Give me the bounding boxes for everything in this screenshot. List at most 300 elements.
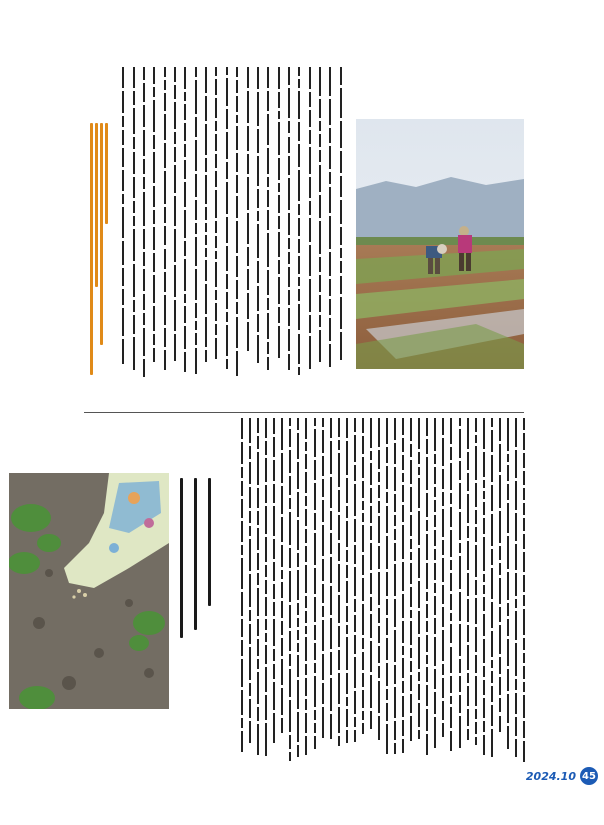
- script-word: [226, 274, 228, 289]
- script-word: [507, 619, 509, 636]
- script-word: [226, 292, 228, 309]
- script-word: [394, 687, 396, 717]
- script-word: [378, 485, 380, 498]
- script-word: [442, 723, 444, 737]
- script-word: [257, 553, 259, 570]
- script-word: [273, 562, 275, 581]
- text-line: [329, 67, 331, 377]
- script-word: [265, 506, 267, 534]
- script-word: [442, 418, 444, 435]
- script-word: [483, 491, 485, 499]
- script-word: [297, 630, 299, 640]
- script-word: [278, 111, 280, 120]
- script-word: [236, 80, 238, 93]
- script-word: [340, 227, 342, 245]
- script-word: [267, 298, 269, 310]
- script-word: [314, 597, 316, 622]
- script-word: [298, 277, 300, 286]
- script-word: [467, 526, 469, 538]
- script-word: [459, 659, 461, 673]
- script-word: [249, 446, 251, 458]
- script-word: [346, 550, 348, 562]
- script-word: [523, 418, 525, 430]
- script-word: [226, 162, 228, 179]
- script-word: [418, 672, 420, 681]
- script-word: [515, 679, 517, 690]
- text-line: [491, 418, 493, 763]
- script-word: [491, 729, 493, 757]
- script-word: [386, 703, 388, 721]
- script-word: [434, 669, 436, 689]
- script-word: [319, 165, 321, 192]
- script-word: [247, 293, 249, 319]
- script-word: [370, 418, 372, 448]
- text-line: [247, 67, 249, 377]
- script-word: [298, 67, 300, 76]
- script-word: [257, 724, 259, 755]
- script-word: [515, 693, 517, 713]
- script-word: [241, 521, 243, 542]
- script-word: [281, 570, 283, 579]
- script-word: [475, 627, 477, 651]
- script-word: [164, 171, 166, 204]
- script-word: [184, 182, 186, 208]
- script-word: [523, 653, 525, 663]
- upper-body-text: [118, 67, 346, 377]
- script-word: [491, 631, 493, 657]
- script-word: [305, 496, 307, 506]
- script-word: [402, 473, 404, 482]
- script-word: [184, 104, 186, 120]
- script-word: [226, 312, 228, 322]
- script-word: [281, 621, 283, 635]
- script-word: [340, 332, 342, 360]
- script-word: [362, 673, 364, 687]
- script-word: [394, 721, 396, 740]
- text-line: [467, 418, 469, 763]
- script-word: [215, 236, 217, 248]
- text-line: [241, 418, 243, 763]
- script-word: [459, 716, 461, 748]
- script-word: [515, 544, 517, 570]
- script-word: [515, 418, 517, 447]
- text-line: [410, 418, 412, 763]
- script-word: [153, 227, 155, 251]
- script-word: [174, 132, 176, 143]
- text-line: [523, 418, 525, 763]
- script-word: [143, 192, 145, 226]
- script-word: [426, 418, 428, 436]
- script-word: [288, 88, 290, 118]
- script-word: [309, 147, 311, 174]
- script-word: [153, 67, 155, 84]
- script-word: [402, 658, 404, 678]
- script-word: [288, 238, 290, 248]
- script-word: [278, 216, 280, 229]
- script-word: [309, 177, 311, 198]
- script-word: [215, 121, 217, 131]
- script-word: [340, 121, 342, 148]
- script-word: [249, 487, 251, 508]
- script-word: [305, 529, 307, 543]
- script-word: [122, 148, 124, 168]
- script-word: [184, 210, 186, 237]
- script-word: [434, 487, 436, 497]
- script-word: [507, 465, 509, 481]
- script-word: [288, 67, 290, 85]
- script-word: [236, 126, 238, 150]
- script-word: [257, 707, 259, 721]
- script-word: [195, 237, 197, 266]
- script-word: [362, 578, 364, 600]
- script-word: [205, 248, 207, 257]
- script-word: [426, 439, 428, 455]
- script-word: [483, 597, 485, 611]
- script-word: [523, 609, 525, 635]
- script-word: [305, 472, 307, 493]
- script-word: [298, 218, 300, 237]
- text-line: [362, 418, 364, 763]
- script-word: [249, 624, 251, 644]
- script-word: [265, 458, 267, 482]
- script-word: [195, 200, 197, 220]
- script-word: [515, 450, 517, 478]
- script-word: [143, 177, 145, 189]
- script-word: [354, 730, 356, 742]
- script-word: [281, 659, 283, 685]
- script-word: [133, 91, 135, 105]
- script-word: [499, 418, 501, 441]
- script-word: [346, 521, 348, 547]
- script-word: [195, 333, 197, 345]
- script-word: [205, 175, 207, 205]
- text-line: [215, 67, 217, 377]
- script-word: [288, 121, 290, 134]
- script-word: [378, 716, 380, 740]
- script-word: [289, 512, 291, 546]
- script-word: [410, 563, 412, 584]
- text-line: [475, 418, 477, 763]
- script-word: [309, 130, 311, 144]
- script-word: [523, 552, 525, 573]
- script-word: [467, 673, 469, 683]
- script-word: [338, 515, 340, 540]
- script-word: [184, 294, 186, 302]
- script-word: [418, 418, 420, 449]
- script-word: [195, 321, 197, 330]
- script-word: [330, 652, 332, 674]
- text-line: [394, 418, 396, 763]
- script-word: [402, 646, 404, 655]
- script-word: [289, 669, 291, 698]
- script-word: [289, 631, 291, 651]
- script-word: [298, 239, 300, 253]
- script-word: [330, 511, 332, 530]
- text-line: [434, 418, 436, 763]
- script-word: [133, 264, 135, 297]
- script-word: [330, 714, 332, 739]
- script-word: [241, 592, 243, 615]
- script-word: [174, 102, 176, 129]
- script-word: [459, 543, 461, 553]
- script-word: [257, 639, 259, 656]
- script-word: [265, 485, 267, 503]
- script-word: [133, 108, 135, 133]
- script-word: [241, 640, 243, 655]
- script-word: [434, 549, 436, 560]
- script-word: [459, 624, 461, 656]
- script-word: [459, 429, 461, 457]
- script-word: [515, 643, 517, 677]
- script-word: [499, 475, 501, 508]
- script-word: [122, 339, 124, 364]
- gloved-hand-planting-photo: [9, 473, 169, 709]
- script-word: [329, 172, 331, 183]
- script-word: [450, 463, 452, 490]
- script-word: [434, 717, 436, 748]
- script-word: [434, 418, 436, 451]
- script-word: [418, 611, 420, 634]
- script-word: [289, 418, 291, 426]
- script-word: [426, 563, 428, 589]
- script-word: [402, 621, 404, 643]
- script-word: [523, 666, 525, 678]
- script-word: [386, 572, 388, 596]
- script-word: [394, 564, 396, 596]
- script-word: [257, 452, 259, 486]
- script-word: [305, 713, 307, 733]
- script-word: [278, 92, 280, 108]
- script-word: [354, 717, 356, 727]
- script-word: [249, 683, 251, 696]
- script-word: [249, 721, 251, 743]
- script-word: [346, 441, 348, 475]
- script-word: [499, 698, 501, 712]
- script-word: [467, 494, 469, 523]
- script-word: [394, 515, 396, 525]
- script-word: [442, 492, 444, 507]
- script-word: [249, 462, 251, 485]
- script-word: [205, 124, 207, 155]
- script-word: [378, 608, 380, 623]
- script-word: [370, 711, 372, 729]
- script-word: [330, 418, 332, 438]
- script-word: [426, 734, 428, 756]
- script-word: [523, 453, 525, 468]
- script-word: [265, 565, 267, 577]
- script-word: [289, 752, 291, 761]
- script-word: [289, 605, 291, 628]
- script-word: [122, 130, 124, 144]
- script-word: [297, 712, 299, 742]
- script-word: [410, 675, 412, 691]
- script-word: [483, 574, 485, 582]
- script-word: [329, 344, 331, 367]
- script-word: [426, 604, 428, 618]
- script-word: [491, 671, 493, 682]
- script-word: [305, 418, 307, 439]
- script-word: [241, 545, 243, 555]
- script-word: [386, 618, 388, 635]
- script-word: [362, 723, 364, 734]
- script-word: [215, 262, 217, 286]
- script-word: [402, 438, 404, 452]
- script-word: [298, 204, 300, 215]
- script-word: [288, 137, 290, 154]
- script-word: [426, 457, 428, 490]
- script-word: [434, 467, 436, 484]
- script-word: [346, 637, 348, 670]
- script-word: [402, 562, 404, 591]
- script-word: [515, 717, 517, 736]
- script-word: [346, 565, 348, 578]
- script-word: [499, 578, 501, 604]
- script-word: [184, 326, 186, 349]
- script-word: [450, 447, 452, 460]
- script-word: [309, 279, 311, 312]
- script-word: [370, 451, 372, 460]
- script-word: [340, 88, 342, 117]
- text-line: [330, 418, 332, 763]
- script-word: [143, 269, 145, 291]
- script-word: [507, 536, 509, 570]
- script-word: [297, 603, 299, 615]
- script-word: [459, 592, 461, 621]
- script-word: [338, 564, 340, 592]
- script-word: [174, 334, 176, 361]
- text-line: [273, 418, 275, 763]
- script-word: [257, 314, 259, 332]
- section-divider: [84, 412, 524, 413]
- script-word: [309, 110, 311, 127]
- script-word: [319, 121, 321, 131]
- script-word: [322, 500, 324, 522]
- script-word: [410, 587, 412, 607]
- script-word: [278, 277, 280, 304]
- script-word: [467, 473, 469, 491]
- script-word: [122, 116, 124, 127]
- script-word: [402, 455, 404, 469]
- script-word: [515, 573, 517, 596]
- script-word: [426, 534, 428, 560]
- text-line: [305, 418, 307, 763]
- script-word: [273, 664, 275, 679]
- script-word: [267, 148, 269, 175]
- script-word: [491, 485, 493, 511]
- script-word: [330, 441, 332, 474]
- script-word: [133, 216, 135, 225]
- text-line: [378, 418, 380, 763]
- script-word: [153, 210, 155, 224]
- script-word: [491, 705, 493, 726]
- script-word: [257, 573, 259, 585]
- script-word: [174, 196, 176, 226]
- script-word: [402, 681, 404, 693]
- script-word: [338, 595, 340, 623]
- script-word: [483, 698, 485, 718]
- script-word: [410, 418, 412, 441]
- script-word: [298, 144, 300, 166]
- script-word: [273, 682, 275, 710]
- script-word: [418, 581, 420, 609]
- script-word: [523, 433, 525, 450]
- script-word: [329, 99, 331, 125]
- script-word: [362, 711, 364, 720]
- script-word: [442, 509, 444, 537]
- script-word: [338, 440, 340, 450]
- script-word: [257, 129, 259, 154]
- script-word: [319, 257, 321, 272]
- script-word: [330, 533, 332, 554]
- script-word: [362, 525, 364, 552]
- script-word: [174, 85, 176, 99]
- text-line: [499, 418, 501, 763]
- script-word: [205, 207, 207, 219]
- script-word: [297, 520, 299, 551]
- text-line: [267, 67, 269, 377]
- script-word: [402, 525, 404, 558]
- script-word: [354, 599, 356, 612]
- script-word: [410, 716, 412, 741]
- script-word: [410, 515, 412, 536]
- script-word: [164, 272, 166, 291]
- script-word: [523, 695, 525, 718]
- script-word: [122, 194, 124, 204]
- script-word: [143, 359, 145, 376]
- script-word: [386, 492, 388, 503]
- script-word: [257, 224, 259, 257]
- script-word: [354, 418, 356, 432]
- script-word: [215, 221, 217, 233]
- script-word: [467, 686, 469, 706]
- script-word: [205, 96, 207, 121]
- script-word: [278, 122, 280, 155]
- script-word: [386, 663, 388, 686]
- script-word: [434, 692, 436, 713]
- script-word: [305, 611, 307, 623]
- script-word: [507, 639, 509, 665]
- script-word: [410, 539, 412, 549]
- script-word: [410, 661, 412, 671]
- script-word: [434, 500, 436, 512]
- script-word: [265, 418, 267, 438]
- script-word: [442, 678, 444, 699]
- script-word: [340, 248, 342, 258]
- script-word: [257, 335, 259, 363]
- script-word: [467, 541, 469, 570]
- script-word: [305, 664, 307, 674]
- script-word: [319, 195, 321, 218]
- script-word: [281, 418, 283, 450]
- script-word: [426, 621, 428, 632]
- script-word: [215, 338, 217, 358]
- script-word: [362, 501, 364, 510]
- script-word: [267, 190, 269, 208]
- script-word: [340, 297, 342, 329]
- script-word: [475, 709, 477, 719]
- script-word: [273, 619, 275, 646]
- script-word: [122, 308, 124, 336]
- script-word: [265, 723, 267, 756]
- script-word: [273, 713, 275, 743]
- script-word: [257, 418, 259, 433]
- script-word: [174, 300, 176, 330]
- script-word: [205, 67, 207, 93]
- script-word: [143, 252, 145, 266]
- script-word: [257, 286, 259, 311]
- script-word: [329, 252, 331, 276]
- script-word: [426, 520, 428, 532]
